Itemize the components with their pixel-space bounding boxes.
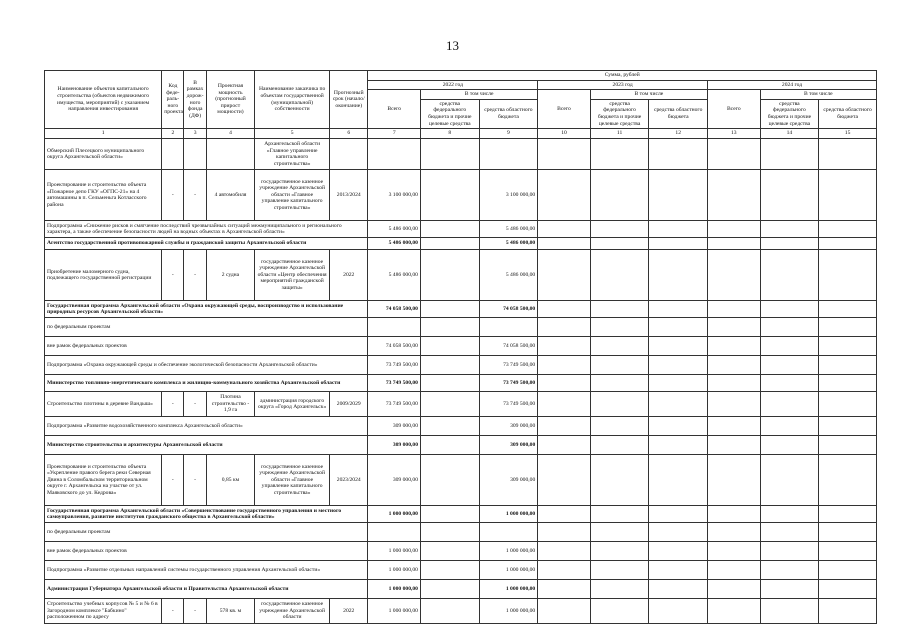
header-2022: 2022 год — [368, 80, 538, 90]
header-col3: В рамках дорож-ного фонда (ДФ) — [184, 71, 206, 129]
customer: администрация городского округа «Город Архангельск» — [255, 392, 330, 417]
header-col4: Проектная мощность (прогнозный прирост мощности) — [206, 71, 255, 129]
header-incl-2024: В том числе — [760, 90, 876, 100]
federal-project-code: - — [162, 455, 184, 506]
section-label: вне рамок федеральных проектов — [45, 337, 368, 356]
capacity: 2 судна — [206, 250, 255, 301]
header-incl-2022: В том числе — [420, 90, 537, 100]
header-2024: 2024 год — [708, 80, 877, 90]
table-row — [45, 337, 877, 356]
col-num: 11 — [590, 129, 649, 139]
col-num: 8 — [420, 129, 479, 139]
federal-project-code: - — [162, 392, 184, 417]
col-num: 5 — [255, 129, 330, 139]
object-name: Проектирование и строительство объекта «Пожарное депо ГКУ «ОГПС-21» на 4 автомашины в п. Сельменьга Котласского района — [45, 170, 162, 221]
regional-2022: 3 100 000,00 — [479, 170, 538, 221]
header-sum: Сумма, рублей — [368, 71, 877, 81]
total-2022: 309 000,00 — [368, 455, 421, 506]
program-name: Государственная программа Архангельской области «Охрана окружающей среды, воспроизводство и использование природных ресурсов Архангельской области» — [45, 301, 368, 318]
federal-project-code: - — [162, 170, 184, 221]
header-2023: 2023 год — [538, 80, 708, 90]
col-num: 13 — [708, 129, 761, 139]
section-label: вне рамок федеральных проектов — [45, 542, 368, 561]
regional-2022: 74 058 500,00 — [479, 301, 538, 318]
regional-2022: 1 000 000,00 — [479, 580, 538, 599]
table-row — [45, 436, 877, 455]
subprogram-name: Подпрограмма «Развитие водохозяйственного комплекса Архангельской области» — [45, 417, 368, 436]
regional-2022: 309 000,00 — [479, 417, 538, 436]
total-2022: 1 000 000,00 — [368, 561, 421, 580]
total-2022: 5 486 000,00 — [368, 238, 421, 250]
col-num: 9 — [479, 129, 538, 139]
regional-2022: 309 000,00 — [479, 455, 538, 506]
table-row — [45, 542, 877, 561]
table-row — [45, 170, 877, 221]
header-total-2024: Всего — [708, 90, 761, 129]
road-fund: - — [184, 250, 206, 301]
total-2022: 1 000 000,00 — [368, 599, 421, 624]
table-row — [45, 250, 877, 301]
col-num: 12 — [649, 129, 708, 139]
table-row — [45, 580, 877, 599]
capacity: 4 автомобиля — [206, 170, 255, 221]
table-row — [45, 506, 877, 523]
capacity: Плотина строительство - 1,9 га — [206, 392, 255, 417]
header-col2: Код феде-раль-ного проекта — [162, 71, 184, 129]
total-2022: 74 058 500,00 — [368, 337, 421, 356]
header-total-2023: Всего — [538, 90, 591, 129]
section-label: по федеральным проектам — [45, 523, 368, 542]
header-obl-2023: средства областного бюджета — [649, 99, 708, 128]
table-row — [45, 599, 877, 624]
table-row — [45, 392, 877, 417]
term: 2022 — [330, 599, 368, 624]
col-num: 4 — [206, 129, 255, 139]
page-number: 13 — [446, 38, 459, 53]
table-row — [45, 221, 877, 238]
object-name: Строительство плотины в деревне Вандыш» — [45, 392, 162, 417]
table-row — [45, 356, 877, 375]
col-num: 14 — [760, 129, 819, 139]
col-num: 15 — [819, 129, 877, 139]
header-fed-2023: средства федерального бюджета и прочие целевые средства — [590, 99, 649, 128]
header-col5: Наименование заказчика по объектам государственной (муниципальной) собственности — [255, 71, 330, 129]
total-2022: 74 058 500,00 — [368, 301, 421, 318]
road-fund: - — [184, 599, 206, 624]
header-fed-2024: средства федерального бюджета и прочие целевые средства — [760, 99, 819, 128]
federal-project-code: - — [162, 250, 184, 301]
regional-2022: 309 000,00 — [479, 436, 538, 455]
header-col6: Прогнозный срок (начало/окончание) — [330, 71, 368, 129]
total-2022: 73 749 500,00 — [368, 356, 421, 375]
customer: государственное казенное учреждение Архангельской области — [255, 599, 330, 624]
regional-2022: 1 000 000,00 — [479, 561, 538, 580]
term: 2022 — [330, 250, 368, 301]
agency-name: Агентство государственной противопожарной службы и гражданской защиты Архангельской области — [45, 238, 368, 250]
federal-project-code: - — [162, 599, 184, 624]
total-2022: 5 486 000,00 — [368, 250, 421, 301]
regional-2022: 73 749 500,00 — [479, 356, 538, 375]
table-row — [45, 455, 877, 506]
header-col1: Наименование объектов капитального строительства (объектов недвижимого имущества, мероприятий) с указанием направления инвестирования — [45, 71, 162, 129]
agency-name: Министерство топливно-энергетического комплекса и жилищно-коммунального хозяйства Архангельской области — [45, 375, 368, 392]
col-num: 6 — [330, 129, 368, 139]
header-obl-2024: средства областного бюджета — [819, 99, 877, 128]
subprogram-name: Подпрограмма «Развитие отдельных направлений системы государственного управления Архангельской области» — [45, 561, 368, 580]
table-row — [45, 561, 877, 580]
col-num: 7 — [368, 129, 421, 139]
table-row — [45, 375, 877, 392]
total-2022: 5 486 000,00 — [368, 221, 421, 238]
section-label: по федеральным проектам — [45, 318, 368, 337]
total-2022: 1 000 000,00 — [368, 506, 421, 523]
header-total-2022: Всего — [368, 90, 421, 129]
total-2022: 73 749 500,00 — [368, 392, 421, 417]
term: 2023/2024 — [330, 455, 368, 506]
col-num: 10 — [538, 129, 591, 139]
table-row — [45, 417, 877, 436]
table-row — [45, 139, 877, 170]
road-fund: - — [184, 392, 206, 417]
capacity: 0,85 км — [206, 455, 255, 506]
total-2022: 309 000,00 — [368, 436, 421, 455]
table-row — [45, 238, 877, 250]
total-2022: 1 000 000,00 — [368, 580, 421, 599]
total-2022: 1 000 000,00 — [368, 542, 421, 561]
road-fund: - — [184, 455, 206, 506]
col-num: 3 — [184, 129, 206, 139]
customer: государственное казенное учреждение Архангельской области «Центр обеспечения мероприятий гражданской защиты» — [255, 250, 330, 301]
table-row — [45, 523, 877, 542]
header-obl-2022: средства областного бюджета — [479, 99, 538, 128]
term: 2009/2029 — [330, 392, 368, 417]
regional-2022: 1 000 000,00 — [479, 506, 538, 523]
agency-name: Министерство строительства и архитектуры Архангельской области — [45, 436, 368, 455]
regional-2022: 1 000 000,00 — [479, 599, 538, 624]
customer: государственное казенное учреждение Архангельской области «Главное управление капитального строительства» — [255, 455, 330, 506]
regional-2022: 5 486 000,00 — [479, 221, 538, 238]
regional-2022: 5 486 000,00 — [479, 250, 538, 301]
regional-2022: 5 486 000,00 — [479, 238, 538, 250]
header-incl-2023: В том числе — [590, 90, 707, 100]
capacity: 578 кв. м — [206, 599, 255, 624]
regional-2022: 73 749 500,00 — [479, 392, 538, 417]
term: 2013/2024 — [330, 170, 368, 221]
table-row — [45, 318, 877, 337]
column-numbers-row — [45, 129, 877, 139]
program-name: Государственная программа Архангельской области «Совершенствование государственного управления и местного самоуправления, развитие институтов гражданского общества в Архангельской области» — [45, 506, 368, 523]
regional-2022: 74 058 500,00 — [479, 337, 538, 356]
road-fund: - — [184, 170, 206, 221]
total-2022: 73 749 500,00 — [368, 375, 421, 392]
table-row — [45, 301, 877, 318]
customer: государственное казенное учреждение Архангельской области «Главное управление капитального строительства» — [255, 170, 330, 221]
header-row-1 — [45, 71, 877, 81]
agency-name: Администрация Губернатора Архангельской области и Правительства Архангельской области — [45, 580, 368, 599]
col-num: 2 — [162, 129, 184, 139]
object-name: Проектирование и строительство объекта «Укрепление правого берега реки Северная Двина в Соломбальском территориальном округе г. Архангельска на участке от ул. Маяковского до ул. Кедрова» — [45, 455, 162, 506]
header-fed-2022: средства федерального бюджета и прочие целевые средства — [420, 99, 479, 128]
total-2022: 309 000,00 — [368, 417, 421, 436]
total-2022: 3 100 000,00 — [368, 170, 421, 221]
col-num: 1 — [45, 129, 162, 139]
regional-2022: 1 000 000,00 — [479, 542, 538, 561]
object-name: Обмерский Плесецкого муниципального округа Архангельской области» — [45, 139, 162, 170]
subprogram-name: Подпрограмма «Снижение рисков и смягчение последствий чрезвычайных ситуаций межмуниципального и регионального характера, а также обеспечение безопасности людей на водных объектах в Архангельской области» — [45, 221, 368, 238]
customer: Архангельской области «Главное управление капитального строительства» — [255, 139, 330, 170]
subprogram-name: Подпрограмма «Охрана окружающей среды и обеспечение экологической безопасности Архангельской области» — [45, 356, 368, 375]
regional-2022: 73 749 500,00 — [479, 375, 538, 392]
investment-table — [44, 70, 877, 624]
object-name: Приобретение маломерного судна, подлежащего государственной регистрации — [45, 250, 162, 301]
object-name: Строительство учебных корпусов № 5 и № 6 в Загородном комплексе "Бабкино" расположенном по адресу — [45, 599, 162, 624]
